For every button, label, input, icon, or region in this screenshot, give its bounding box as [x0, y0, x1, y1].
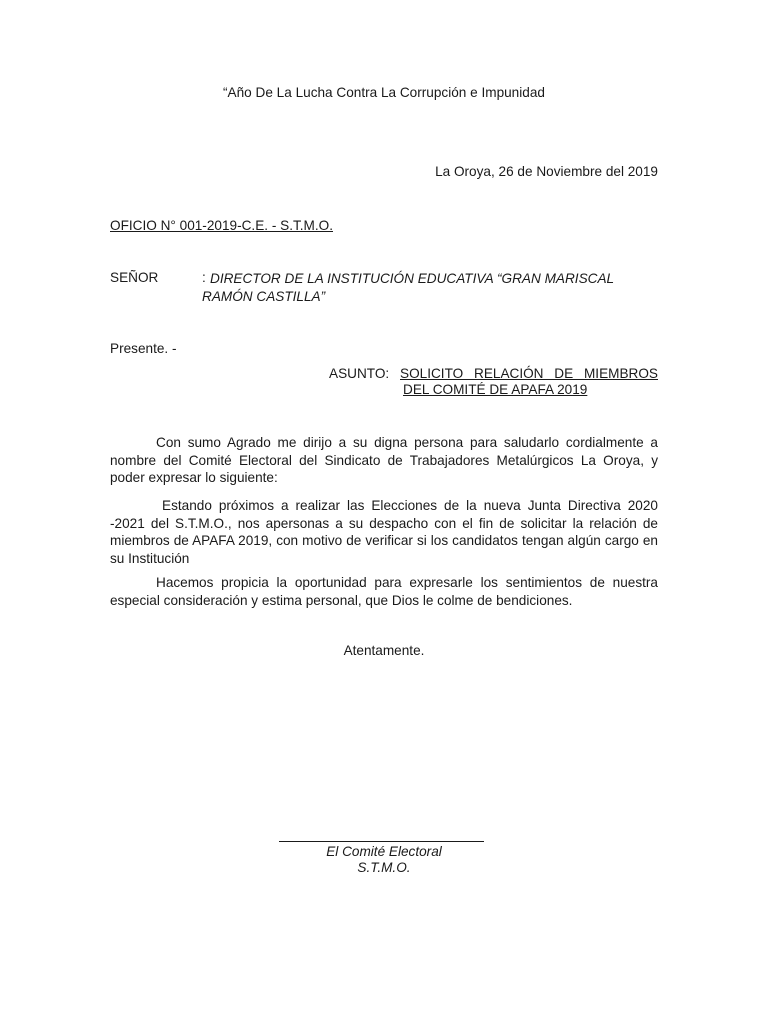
year-motto: “Año De La Lucha Contra La Corrupción e Impunidad — [223, 85, 545, 100]
presente-line: Presente. - — [110, 341, 177, 356]
body-paragraph: Hacemos propicia la oportunidad para expresarle los sentimientos de nuestra especial consideración y estima personal, que Dios le colme de bendiciones. — [110, 575, 658, 608]
recipient-label: SEÑOR — [110, 270, 159, 285]
subject-line-2: DEL COMITÉ DE APAFA 2019 — [403, 382, 588, 397]
closing-salutation: Atentamente. — [343, 643, 425, 658]
oficio-reference: OFICIO N° 001-2019-C.E. - S.T.M.O. — [110, 218, 333, 233]
body-paragraph: Con sumo Agrado me dirijo a su digna persona para saludarlo cordialmente a nombre del Comité Electoral del Sindicato de Trabajadores Metalúrgicos La Oroya, y poder expresar lo siguiente: — [110, 435, 658, 485]
signature-line — [279, 841, 484, 842]
subject-label: ASUNTO: — [329, 366, 390, 381]
recipient-colon: : — [202, 270, 206, 285]
signature-org: S.T.M.O. — [357, 860, 411, 875]
body-paragraph: Estando próximos a realizar las Elecciones de la nueva Junta Directiva 2020 -2021 del S.T.M.O., nos apersonas a su despacho con el fin de solicitar la relación de miembros de APAFA 2019, con motivo de verificar si los candidatos tengan algún cargo en su Institución — [110, 498, 658, 566]
date-line: La Oroya, 26 de Noviembre del 2019 — [435, 164, 658, 179]
signature-name: El Comité Electoral — [326, 844, 442, 859]
recipient-text: DIRECTOR DE LA INSTITUCIÓN EDUCATIVA “GRAN MARISCAL RAMÓN CASTILLA” — [202, 271, 614, 304]
subject-line-1: SOLICITO RELACIÓN DE MIEMBROS — [400, 366, 658, 381]
